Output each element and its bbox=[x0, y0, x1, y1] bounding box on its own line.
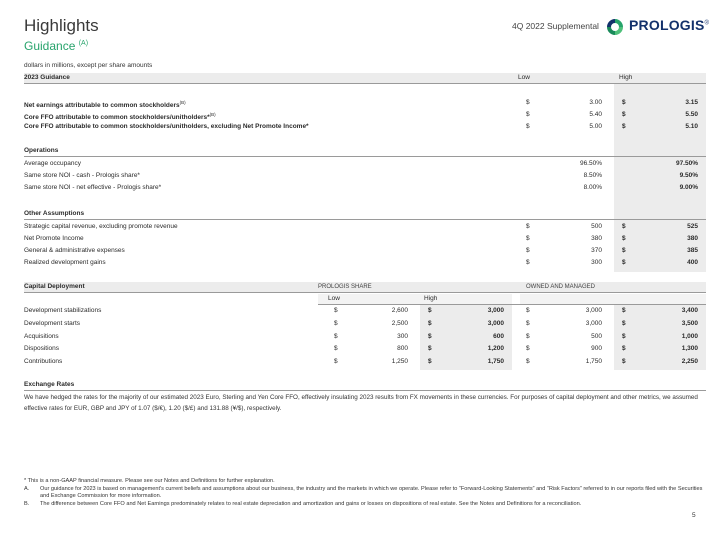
dollar-sign: $ bbox=[428, 320, 432, 327]
other-high-value: 385 bbox=[687, 247, 698, 254]
dollar-sign: $ bbox=[334, 307, 338, 314]
dollar-sign: $ bbox=[428, 358, 432, 365]
dollar-sign: $ bbox=[622, 247, 626, 254]
operations-low-value: 8.00% bbox=[583, 184, 602, 191]
other-assumptions-heading: Other Assumptions bbox=[24, 210, 85, 217]
footnote-star: * This is a non-GAAP financial measure. Please see our Notes and Definitions for further explanation. bbox=[24, 478, 275, 484]
dollar-sign: $ bbox=[622, 333, 626, 340]
guidance-header-bar bbox=[24, 73, 706, 83]
dollar-sign: $ bbox=[622, 99, 626, 106]
guidance-divider bbox=[24, 83, 706, 84]
operations-low-value: 96.50% bbox=[579, 160, 602, 167]
footnote-b: B. The difference between Core FFO and Net Earnings predominately relates to real estate depreciation and amortization and gains or losses on dispositions of real estate. See the Notes and Definitions for a reconciliation. bbox=[24, 500, 582, 507]
dollar-sign: $ bbox=[526, 223, 530, 230]
guidance-label: Core FFO attributable to common stockholders/unitholders, excluding Net Promote Income* bbox=[24, 123, 309, 130]
dollar-sign: $ bbox=[622, 358, 626, 365]
operations-label: Average occupancy bbox=[24, 160, 81, 167]
dollar-sign: $ bbox=[622, 123, 626, 130]
page-number: 5 bbox=[692, 512, 696, 519]
capital-ps-low-header: Low bbox=[328, 295, 340, 302]
guidance-low-header: Low bbox=[518, 74, 530, 81]
operations-label: Same store NOI - net effective - Prologis share* bbox=[24, 184, 162, 191]
dollar-sign: $ bbox=[334, 333, 338, 340]
exchange-rates-text: We have hedged the rates for the majority of our estimated 2023 Euro, Sterling and Yen Core FFO, effectively insulating 2023 results from FX movements in these currencies. For purposes of capital deployment and other metrics, we assumed effective rates for EUR, GBP and JPY of 1.07 ($/€), 1.20 ($/£) and 131.88 (¥/$), respectively. bbox=[24, 394, 698, 412]
dollar-sign: $ bbox=[622, 307, 626, 314]
supplemental-label: 4Q 2022 Supplemental bbox=[512, 21, 599, 31]
operations-low-value: 8.50% bbox=[583, 172, 602, 179]
capital-label: Contributions bbox=[24, 358, 63, 365]
capital-om-high: 1,300 bbox=[681, 345, 698, 352]
guidance-high-header: High bbox=[619, 74, 633, 81]
dollar-sign: $ bbox=[622, 259, 626, 266]
dollar-sign: $ bbox=[622, 320, 626, 327]
capital-ps-high: 1,750 bbox=[487, 358, 504, 365]
capital-deployment-heading: Capital Deployment bbox=[24, 283, 85, 290]
other-low-value: 300 bbox=[591, 259, 602, 266]
capital-ps-low: 1,250 bbox=[391, 358, 408, 365]
other-high-value: 525 bbox=[687, 223, 698, 230]
guidance-label: Core FFO attributable to common stockholders/unitholders*$^{(B)}$ bbox=[24, 112, 216, 122]
capital-om-high: 3,400 bbox=[681, 307, 698, 314]
other-label: Realized development gains bbox=[24, 259, 106, 266]
capital-om-low: 500 bbox=[591, 333, 602, 340]
capital-subheader-shade-right bbox=[520, 294, 706, 304]
prologis-logo-icon bbox=[605, 17, 625, 37]
guidance-high-value: 3.15 bbox=[685, 99, 698, 106]
guidance-label: Net earnings attributable to common stockholders$^{(B)}$ bbox=[24, 100, 186, 110]
subtitle-footnote-ref: (A) bbox=[78, 40, 89, 47]
footnotes bbox=[24, 478, 706, 508]
footnote-a: A. Our guidance for 2023 is based on management's current beliefs and assumptions about our business, the industry and the markets in which we operate. Please refer to “Forward-Looking Statements” and “Risk Factors” referred to in our reports filed with the Securities and Exchange Commission for more information. bbox=[24, 485, 703, 500]
operations-high-value: 97.50% bbox=[675, 160, 698, 167]
capital-ps-low: 800 bbox=[397, 345, 408, 352]
dollar-sign: $ bbox=[526, 247, 530, 254]
capital-om-high: 2,250 bbox=[681, 358, 698, 365]
dollar-sign: $ bbox=[526, 333, 530, 340]
capital-ps-high: 3,000 bbox=[487, 320, 504, 327]
page-subtitle bbox=[24, 39, 88, 53]
guidance-low-value: 5.00 bbox=[589, 123, 602, 130]
capital-ps-high: 600 bbox=[493, 333, 504, 340]
other-low-value: 370 bbox=[591, 247, 602, 254]
prologis-logo bbox=[605, 16, 710, 38]
dollar-sign: $ bbox=[526, 259, 530, 266]
capital-divider bbox=[24, 292, 706, 293]
dollar-sign: $ bbox=[622, 235, 626, 242]
dollar-sign: $ bbox=[526, 320, 530, 327]
capital-om-low: 3,000 bbox=[585, 307, 602, 314]
page-title: Highlights bbox=[24, 16, 99, 35]
dollar-sign: $ bbox=[622, 345, 626, 352]
other-high-value: 380 bbox=[687, 235, 698, 242]
other-high-value: 400 bbox=[687, 259, 698, 266]
dollar-sign: $ bbox=[526, 99, 530, 106]
other-assumptions-divider bbox=[24, 219, 706, 220]
operations-high-value: 9.50% bbox=[679, 172, 698, 179]
dollar-sign: $ bbox=[526, 111, 530, 118]
dollar-sign: $ bbox=[526, 345, 530, 352]
capital-label: Development stabilizations bbox=[24, 307, 102, 314]
guidance-high-value: 5.50 bbox=[685, 111, 698, 118]
dollar-sign: $ bbox=[428, 345, 432, 352]
dollar-sign: $ bbox=[526, 358, 530, 365]
other-label: General & administrative expenses bbox=[24, 247, 125, 254]
capital-ps-low: 2,600 bbox=[391, 307, 408, 314]
capital-om-low: 900 bbox=[591, 345, 602, 352]
other-low-value: 380 bbox=[591, 235, 602, 242]
capital-label: Acquisitions bbox=[24, 333, 59, 340]
operations-high-value: 9.00% bbox=[679, 184, 698, 191]
capital-subheader-shade-left bbox=[318, 294, 512, 304]
owned-managed-header: OWNED AND MANAGED bbox=[526, 284, 596, 290]
dollar-sign: $ bbox=[526, 235, 530, 242]
guidance-low-value: 5.40 bbox=[589, 111, 602, 118]
capital-om-low: 1,750 bbox=[585, 358, 602, 365]
guidance-heading: 2023 Guidance bbox=[24, 74, 70, 81]
capital-ps-high: 3,000 bbox=[487, 307, 504, 314]
capital-om-low: 3,000 bbox=[585, 320, 602, 327]
dollar-sign: $ bbox=[622, 223, 626, 230]
operations-divider bbox=[24, 156, 706, 157]
operations-label: Same store NOI - cash - Prologis share* bbox=[24, 172, 140, 179]
dollar-sign: $ bbox=[334, 320, 338, 327]
capital-om-high: 1,000 bbox=[681, 333, 698, 340]
dollar-sign: $ bbox=[334, 358, 338, 365]
logo-wordmark: PROLOGIS® bbox=[629, 17, 710, 33]
other-low-value: 500 bbox=[591, 223, 602, 230]
guidance-high-value: 5.10 bbox=[685, 123, 698, 130]
exchange-rates-heading: Exchange Rates bbox=[24, 381, 75, 388]
capital-ps-low: 300 bbox=[397, 333, 408, 340]
capital-om-high: 3,500 bbox=[681, 320, 698, 327]
dollar-sign: $ bbox=[526, 123, 530, 130]
capital-ps-low: 2,500 bbox=[391, 320, 408, 327]
capital-ps-high: 1,200 bbox=[487, 345, 504, 352]
dollar-sign: $ bbox=[526, 307, 530, 314]
guidance-low-value: 3.00 bbox=[589, 99, 602, 106]
dollar-sign: $ bbox=[334, 345, 338, 352]
other-label: Strategic capital revenue, excluding promote revenue bbox=[24, 223, 178, 230]
dollar-sign: $ bbox=[428, 307, 432, 314]
other-label: Net Promote Income bbox=[24, 235, 84, 242]
prologis-share-header: PROLOGIS SHARE bbox=[318, 284, 372, 290]
capital-label: Dispositions bbox=[24, 345, 60, 352]
operations-heading: Operations bbox=[24, 147, 59, 154]
subtitle-text: Guidance bbox=[24, 39, 76, 53]
capital-label: Development starts bbox=[24, 320, 80, 327]
capital-ps-high-header: High bbox=[424, 295, 438, 302]
dollar-sign: $ bbox=[428, 333, 432, 340]
units-note: dollars in millions, except per share amounts bbox=[24, 62, 153, 69]
exchange-rates-divider bbox=[24, 390, 706, 391]
dollar-sign: $ bbox=[622, 111, 626, 118]
